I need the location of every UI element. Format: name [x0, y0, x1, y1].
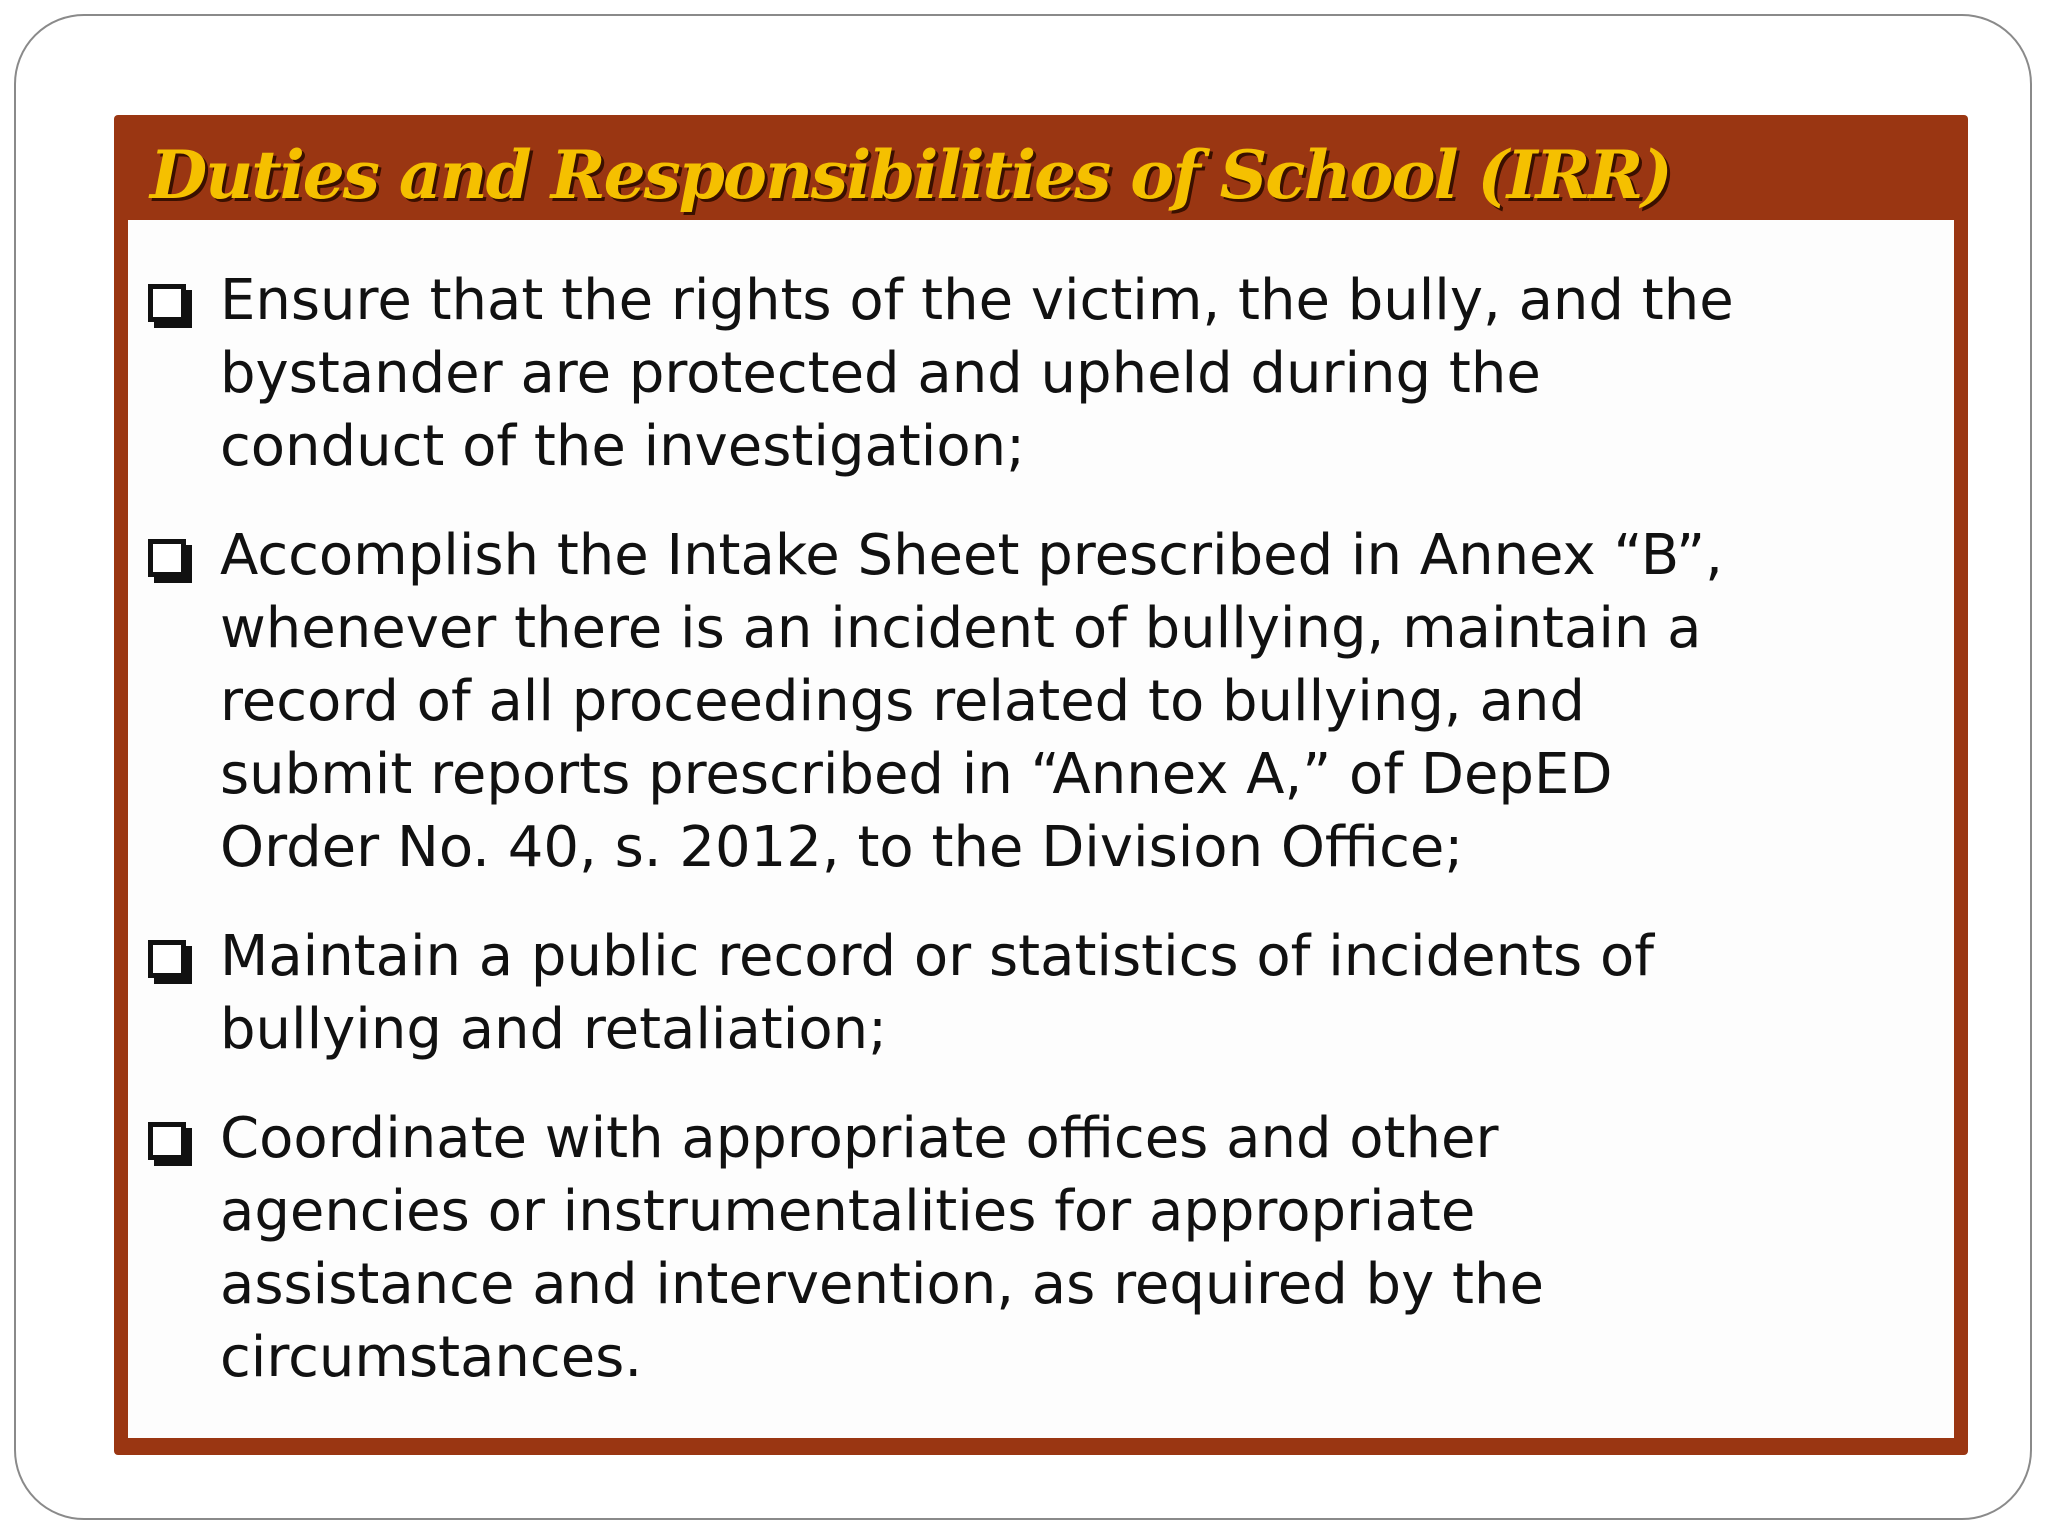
bullet-line: bystander are protected and upheld during the: [220, 341, 1541, 406]
bullet-item: [146, 519, 1936, 884]
bullet-line: Coordinate with appropriate offices and other: [220, 1106, 1499, 1171]
title-bar: [128, 127, 1954, 223]
bullet-line: Ensure that the rights of the victim, the bully, and the: [220, 268, 1734, 333]
bullet-line: Order No. 40, s. 2012, to the Division Office;: [220, 815, 1464, 880]
checkbox-square-bullet-icon: [148, 539, 186, 577]
checkbox-square-bullet-icon: [148, 940, 186, 978]
bullet-line: bullying and retaliation;: [220, 997, 887, 1062]
bullet-line: record of all proceedings related to bullying, and: [220, 669, 1585, 734]
checkbox-square-bullet-icon: [148, 284, 186, 322]
bullet-line: Maintain a public record or statistics of incidents of: [220, 924, 1654, 989]
slide-frame: [14, 14, 2032, 1520]
bullet-list: [146, 264, 1936, 1430]
bullet-line: submit reports prescribed in “Annex A,” of DepED: [220, 742, 1613, 807]
content-box: [114, 115, 1968, 1455]
bullet-line: assistance and intervention, as required by the: [220, 1252, 1544, 1317]
content-panel: [128, 220, 1954, 1438]
bullet-line: agencies or instrumentalities for appropriate: [220, 1179, 1476, 1244]
bullet-line: circumstances.: [220, 1325, 643, 1390]
bullet-line: Accomplish the Intake Sheet prescribed in Annex “B”,: [220, 523, 1723, 588]
checkbox-square-bullet-icon: [148, 1122, 186, 1160]
slide-title: Duties and Responsibilities of School (IRR): [150, 136, 1671, 214]
bullet-item: [146, 920, 1936, 1066]
bullet-item: [146, 264, 1936, 483]
bullet-item: [146, 1102, 1936, 1394]
bullet-line: conduct of the investigation;: [220, 414, 1025, 479]
bullet-line: whenever there is an incident of bullying, maintain a: [220, 596, 1702, 661]
